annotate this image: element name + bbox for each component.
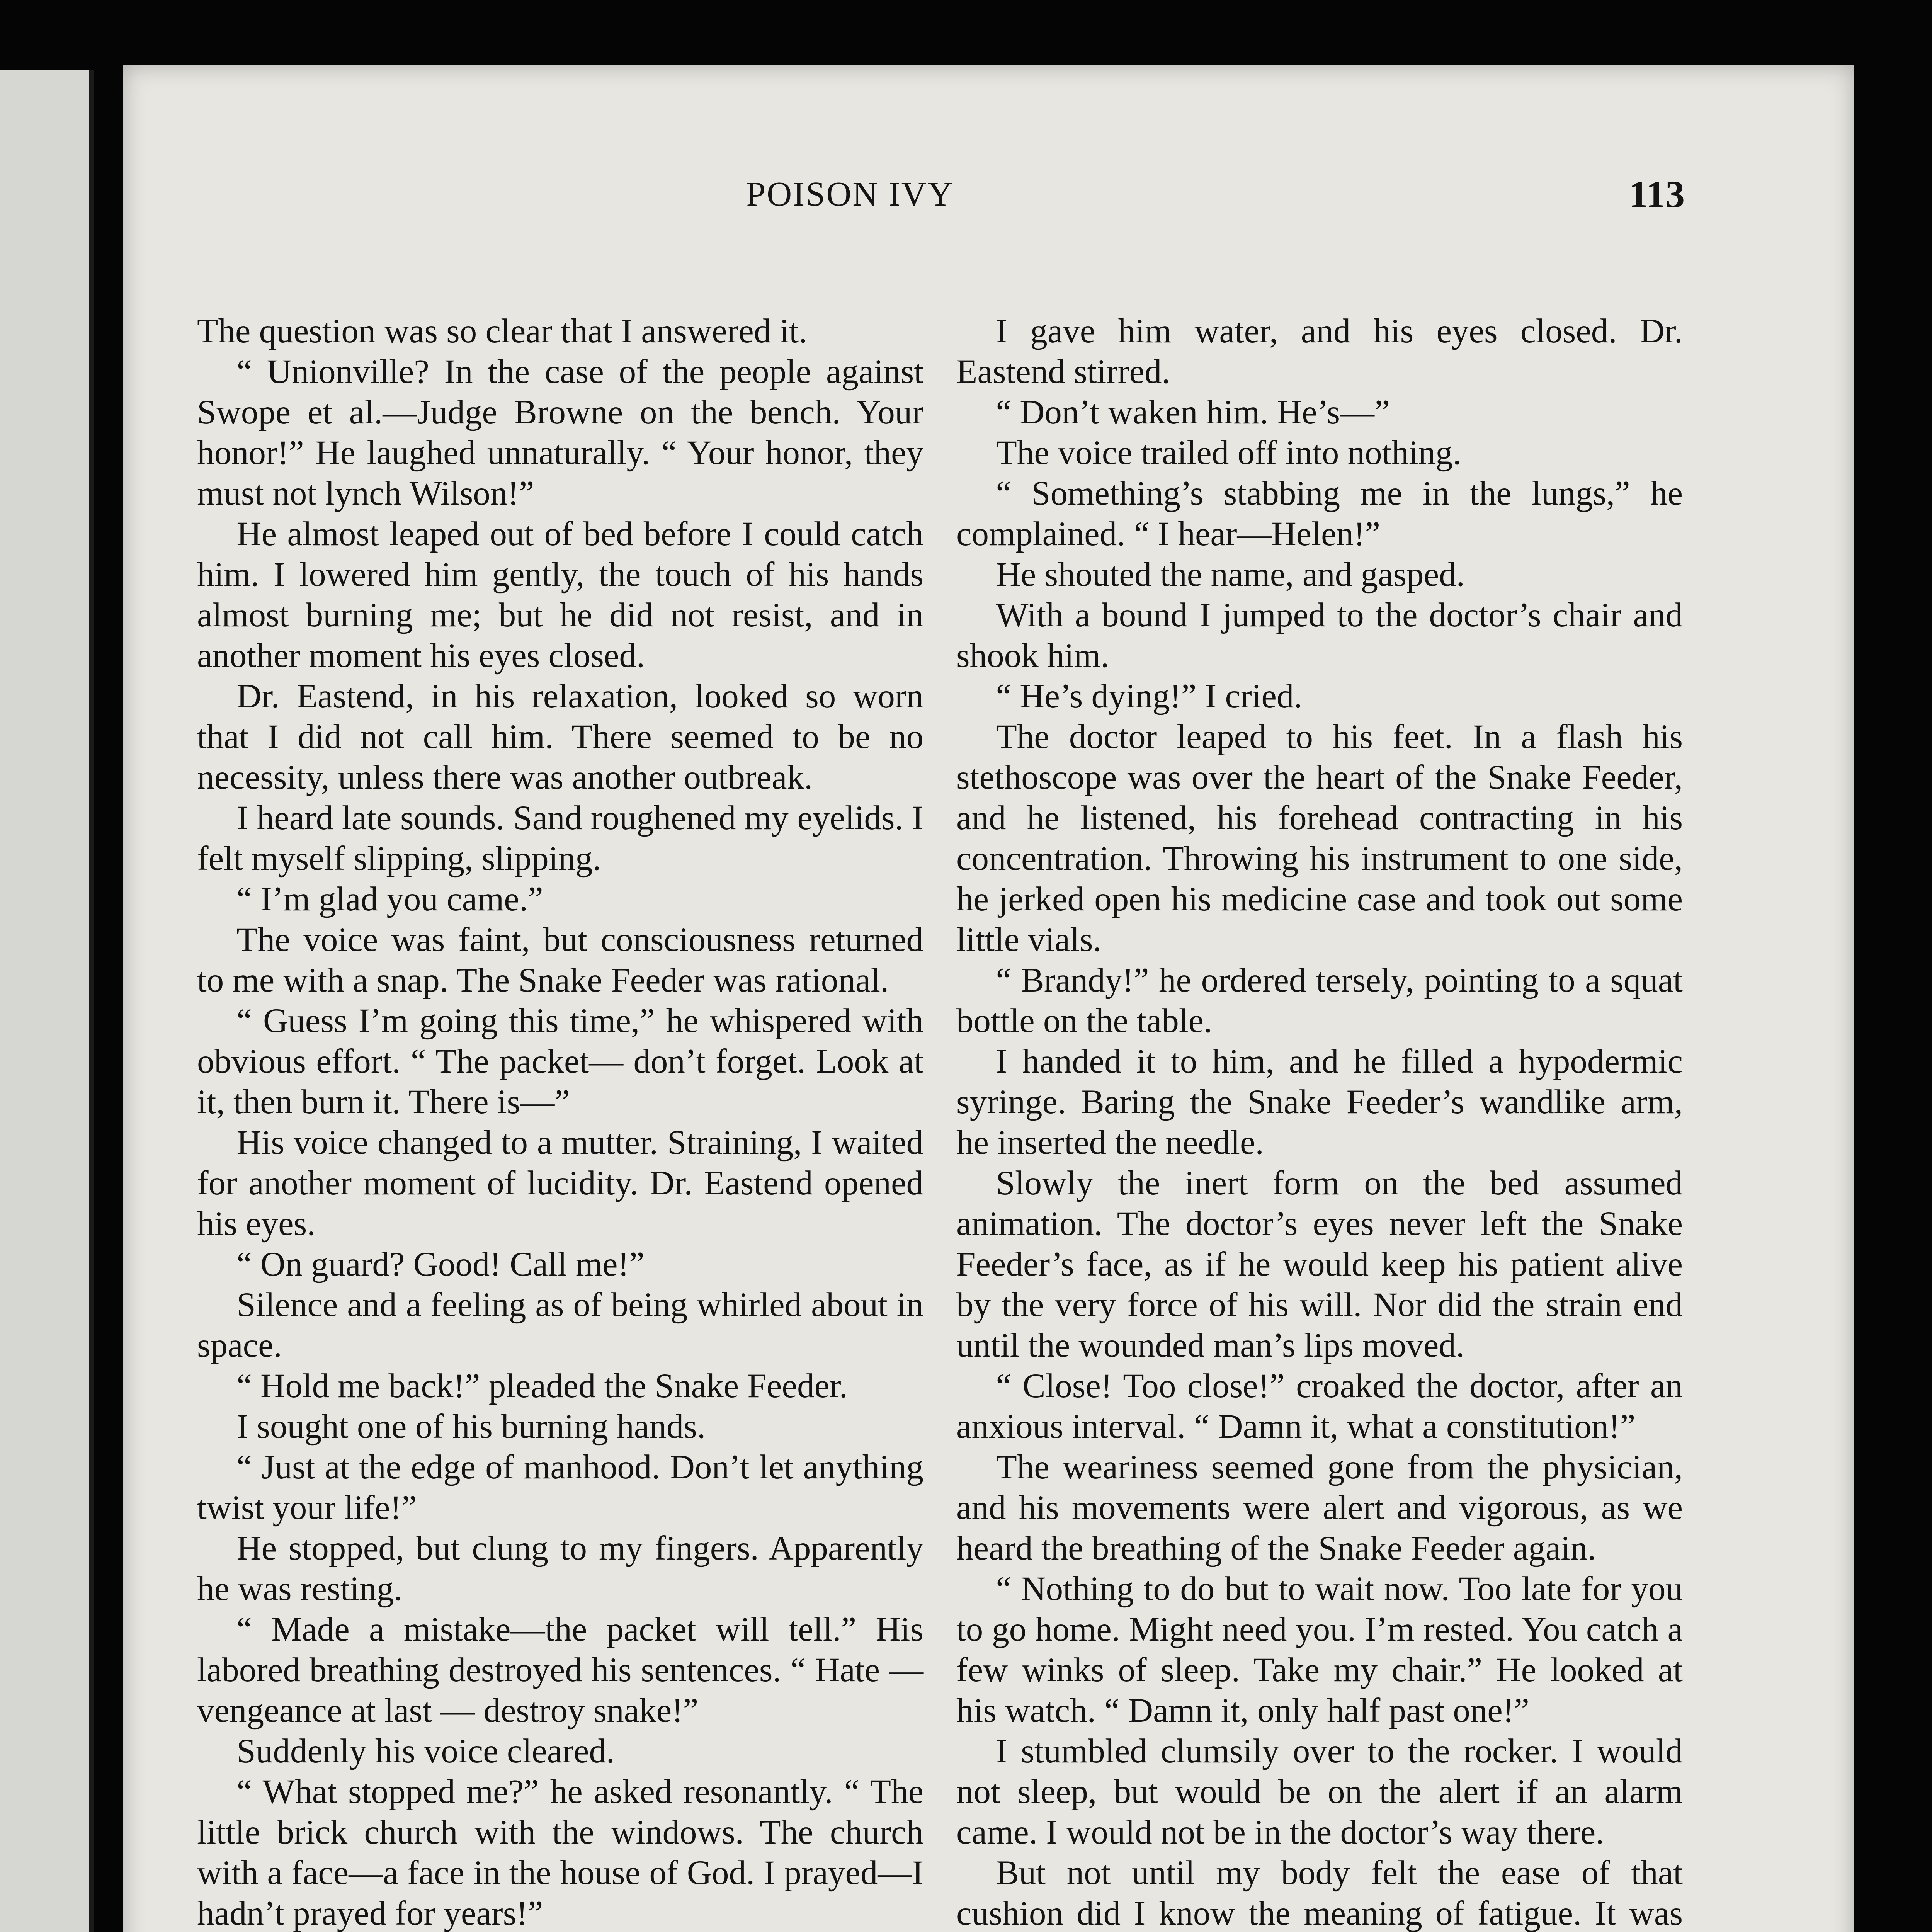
paragraph: “ Hold me back!” pleaded the Snake Feeder.: [236, 1367, 848, 1405]
paragraph: The voice was faint, but consciousness returned to me with a snap. The Snake Feeder was rational.: [197, 921, 923, 999]
page-number: 113: [1629, 173, 1685, 216]
paragraph: I sought one of his burning hands.: [236, 1408, 706, 1446]
paragraph: “ What stopped me?” he asked resonantly. “ The little brick church with the windows. The church with a face—a face in the house of God. I prayed—I hadn’t prayed for years!”: [197, 1773, 923, 1932]
paragraph: With a bound I jumped to the doctor’s chair and shook him.: [956, 596, 1683, 675]
paragraph: Slowly the inert form on the bed assumed animation. The doctor’s eyes never left the Snake Feeder’s face, as if he would keep his patient alive by the very force of his will. Nor did the strain end until the wounded man’s lips moved.: [956, 1164, 1683, 1364]
running-head: POISON IVY: [746, 175, 954, 213]
paragraph: But not until my body felt the ease of that cushion did I know the meaning of fatigue. It was: [956, 1854, 1683, 1932]
right-column: [956, 311, 1683, 1932]
paragraph: “ Don’t waken him. He’s—”: [996, 393, 1390, 431]
paragraph: “ Made a mistake—the packet will tell.” His labored breathing destroyed his sentences. “ Hate — vengeance at last — destroy snake!”: [197, 1611, 923, 1730]
paragraph: “ Unionville? In the case of the people against Swope et al.—Judge Browne on the bench. Your honor!” He laughed unnaturally. “ Your honor, they must not lynch Wilson!”: [197, 353, 923, 512]
paragraph: “ Just at the edge of manhood. Don’t let anything twist your life!”: [197, 1448, 923, 1527]
paragraph: Dr. Eastend, in his relaxation, looked so worn that I did not call him. There seemed to be no necessity, unless there was another outbreak.: [197, 677, 923, 796]
paragraph: “ Nothing to do but to wait now. Too late for you to go home. Might need you. I’m rested. You catch a few winks of sleep. Take my chair.” He looked at his watch. “ Damn it, only half past one!”: [956, 1570, 1683, 1730]
paragraph: “ Something’s stabbing me in the lungs,” he complained. “ I hear—Helen!”: [956, 474, 1683, 553]
paragraph: “ Brandy!” he ordered tersely, pointing to a squat bottle on the table.: [956, 961, 1683, 1040]
paragraph: “ Guess I’m going this time,” he whispered with obvious effort. “ The packet— don’t forget. Look at it, then burn it. There is—”: [197, 1002, 923, 1121]
paragraph: I stumbled clumsily over to the rocker. I would not sleep, but would be on the alert if an alarm came. I would not be in the doctor’s way there.: [956, 1732, 1683, 1851]
paragraph: His voice changed to a mutter. Straining, I waited for another moment of lucidity. Dr. Eastend opened his eyes.: [197, 1124, 923, 1243]
paragraph: The question was so clear that I answered it.: [197, 312, 808, 350]
paragraph: “ On guard? Good! Call me!”: [236, 1245, 645, 1283]
paragraph: The doctor leaped to his feet. In a flash his stethoscope was over the heart of the Snake Feeder, and he listened, his forehead contracting in his concentration. Throwing his instrument to one side, he jerked open his medicine case and took out some little vials.: [956, 718, 1683, 959]
paragraph: “ He’s dying!” I cried.: [996, 677, 1303, 715]
paragraph: I heard late sounds. Sand roughened my eyelids. I felt myself slipping, slipping.: [197, 799, 923, 878]
paragraph: He almost leaped out of bed before I could catch him. I lowered him gently, the touch of his hands almost burning me; but he did not resist, and in another moment his eyes closed.: [197, 515, 923, 675]
paragraph: “ I’m glad you came.”: [236, 880, 543, 918]
paragraph: The weariness seemed gone from the physician, and his movements were alert and vigorous, as we heard the breathing of the Snake Feeder again.: [956, 1448, 1683, 1567]
paragraph: I gave him water, and his eyes closed. Dr. Eastend stirred.: [956, 312, 1683, 391]
paragraph: Silence and a feeling as of being whirled about in space.: [197, 1286, 923, 1364]
paragraph: “ Close! Too close!” croaked the doctor, after an anxious interval. “ Damn it, what a constitution!”: [956, 1367, 1683, 1446]
left-column: [197, 311, 923, 1932]
previous-page-edge: [0, 70, 94, 1932]
paragraph: He stopped, but clung to my fingers. Apparently he was resting.: [197, 1529, 923, 1608]
paragraph: He shouted the name, and gasped.: [996, 556, 1465, 594]
paragraph: I handed it to him, and he filled a hypodermic syringe. Baring the Snake Feeder’s wandlike arm, he inserted the needle.: [956, 1043, 1683, 1162]
paragraph: Suddenly his voice cleared.: [236, 1732, 615, 1770]
paragraph: The voice trailed off into nothing.: [996, 434, 1461, 472]
